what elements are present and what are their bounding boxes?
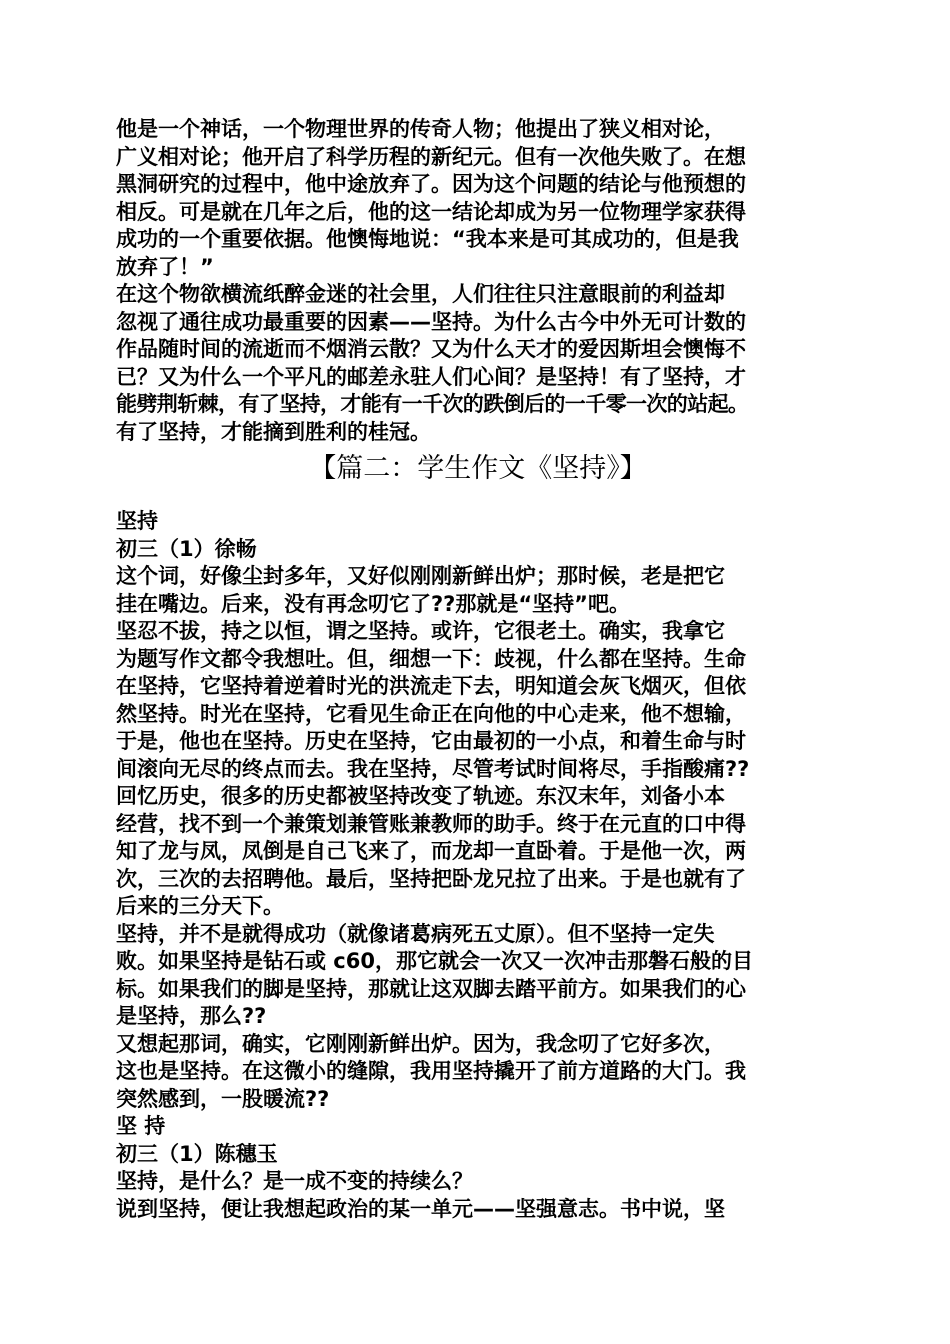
- text-line: 败。如果坚持是钻石或 c60，那它就会一次又一次冲击那磐石般的目: [116, 949, 753, 973]
- essay-one: [116, 116, 840, 446]
- text-line: 次，三次的去招聘他。最后，坚持把卧龙兄拉了出来。于是也就有了: [116, 866, 746, 891]
- text-line: 为题写作文都令我想吐。但，细想一下：歧视，什么都在坚持。生命: [116, 646, 746, 671]
- text-line: 忽视了通往成功最重要的因素——坚持。为什么古今中外无可计数的: [116, 309, 746, 334]
- text-line: 坚持，是什么？是一成不变的持续么？: [116, 1169, 473, 1193]
- text-line: 黑洞研究的过程中，他中途放弃了。因为这个问题的结论与他预想的: [116, 172, 746, 196]
- text-line: 经营，找不到一个兼策划兼管账兼教师的助手。终于在元直的口中得: [116, 811, 746, 836]
- text-line: 突然感到，一股暖流??: [116, 1086, 330, 1111]
- text-line: 作品随时间的流逝而不烟消云散？又为什么天才的爱因斯坦会懊悔不: [116, 337, 746, 361]
- text-line: 有了坚持，才能摘到胜利的桂冠。: [116, 419, 431, 444]
- text-line: 在这个物欲横流纸醉金迷的社会里，人们往往只注意眼前的利益却: [116, 282, 725, 306]
- text-line: 又想起那词，确实，它刚刚新鲜出炉。因为，我念叨了它好多次，: [116, 1031, 725, 1056]
- text-line: 于是，他也在坚持。历史在坚持，它由最初的一小点，和着生命与时: [116, 729, 746, 753]
- document-body: [116, 116, 840, 1223]
- text-line: 知了龙与凤，凤倒是自己飞来了，而龙却一直卧着。于是他一次，两: [116, 839, 746, 863]
- essay-title: 坚持: [116, 509, 158, 533]
- text-line: 相反。可是就在几年之后，他的这一结论却成为另一位物理学家获得: [116, 199, 746, 224]
- section-heading: 【篇二：学生作文《坚持》】: [309, 453, 647, 484]
- text-line: 间滚向无尽的终点而去。我在坚持，尽管考试时间将尽，手指酸痛??: [116, 756, 750, 781]
- text-line: 坚持，并不是就得成功（就像诸葛病死五丈原）。但不坚持一定失: [116, 921, 715, 946]
- text-line: 坚忍不拔，持之以恒，谓之坚持。或许，它很老土。确实，我拿它: [116, 619, 725, 643]
- text-line: 这也是坚持。在这微小的缝隙，我用坚持撬开了前方道路的大门。我: [116, 1059, 746, 1083]
- text-line: 后来的三分天下。: [116, 894, 284, 918]
- text-line: 广义相对论；他开启了科学历程的新纪元。但有一次他失败了。在想: [116, 144, 746, 169]
- text-line: 说到坚持，便让我想起政治的某一单元——坚强意志。书中说，坚: [116, 1196, 725, 1221]
- text-line: 在坚持，它坚持着逆着时光的洪流走下去，明知道会灰飞烟灭，但依: [116, 674, 746, 698]
- text-line: 成功的一个重要依据。他懊悔地说：“我本来是可其成功的，但是我: [116, 227, 739, 251]
- text-line: 是坚持，那么??: [116, 1004, 267, 1028]
- essay-author: 初三（1）陈穗玉: [116, 1141, 278, 1166]
- text-line: 挂在嘴边。后来，没有再念叨它了??那就是“坚持”吧。: [116, 591, 630, 616]
- text-line: 然坚持。时光在坚持，它看见生命正在向他的中心走来，他不想输，: [116, 701, 746, 726]
- essay-two: [116, 508, 840, 1223]
- text-line: 他是一个神话，一个物理世界的传奇人物；他提出了狭义相对论，: [116, 117, 725, 141]
- text-line: 标。如果我们的脚是坚持，那就让这双脚去踏平前方。如果我们的心: [116, 976, 746, 1001]
- text-line: 回忆历史，很多的历史都被坚持改变了轨迹。东汉末年，刘备小本: [116, 784, 725, 808]
- text-line: 放弃了！”: [116, 254, 214, 279]
- essay-title: 坚 持: [116, 1114, 166, 1138]
- text-line: 已？又为什么一个平凡的邮差永驻人们心间？是坚持！有了坚持，才: [116, 364, 746, 389]
- text-line: 能劈荆斩棘，有了坚持，才能有一千次的跌倒后的一千零一次的站起。: [116, 392, 749, 416]
- text-line: 这个词，好像尘封多年，又好似刚刚新鲜出炉；那时候，老是把它: [116, 564, 725, 588]
- essay-author: 初三（1）徐畅: [116, 536, 257, 561]
